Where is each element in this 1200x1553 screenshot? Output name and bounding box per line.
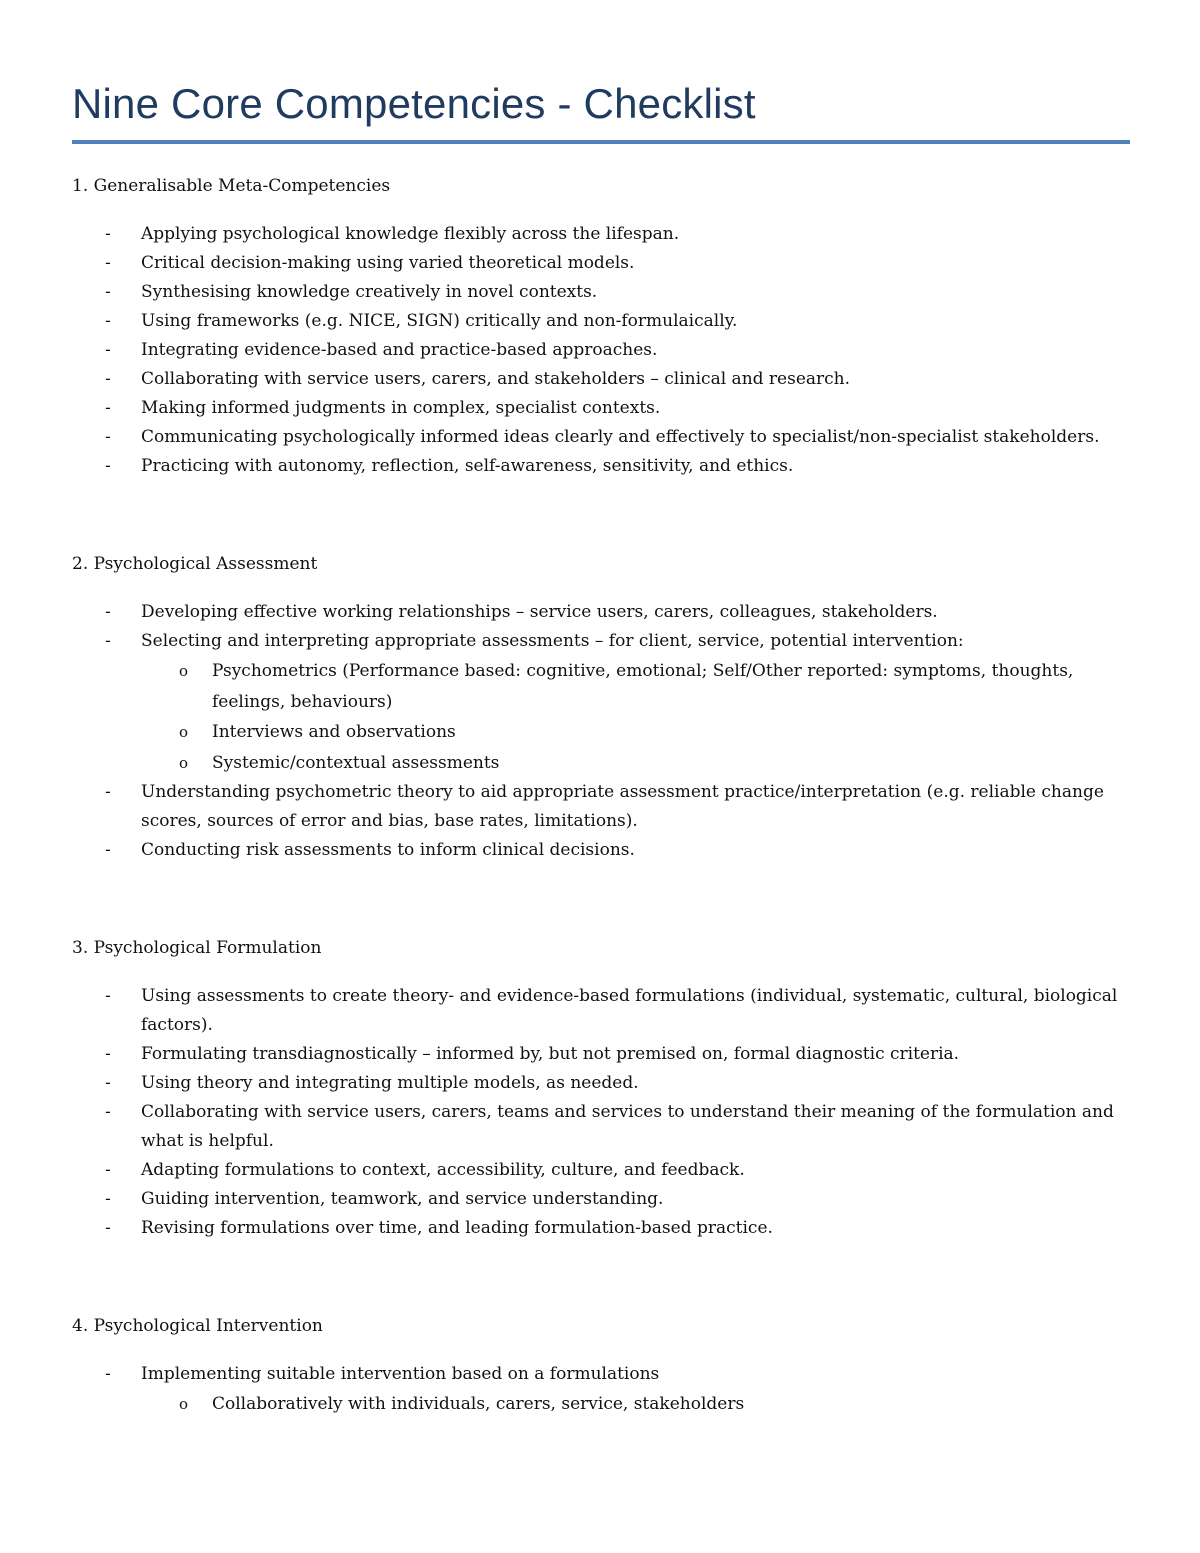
dash-bullet-icon: - [105, 456, 111, 476]
sub-list-item-text: Interviews and observations [212, 722, 456, 742]
bullet-list [72, 220, 1130, 481]
list-item [72, 423, 1130, 452]
list-item [72, 598, 1130, 627]
list-item-text: Guiding intervention, teamwork, and service understanding. [141, 1189, 664, 1209]
sub-list-item-text: Collaboratively with individuals, carers, service, stakeholders [212, 1394, 745, 1414]
list-item [72, 1069, 1130, 1098]
list-item [72, 778, 1130, 836]
list-item [72, 1360, 1130, 1420]
section-psychological-assessment [72, 550, 1130, 865]
sub-list-item [72, 656, 1130, 717]
list-item-text: Collaborating with service users, carers, and stakeholders – clinical and research. [141, 369, 851, 389]
list-item-text: Adapting formulations to context, accessibility, culture, and feedback. [141, 1160, 745, 1180]
list-item-text: Making informed judgments in complex, specialist contexts. [141, 398, 661, 418]
dash-bullet-icon: - [105, 224, 111, 244]
list-item-text: Revising formulations over time, and leading formulation-based practice. [141, 1218, 773, 1238]
dash-bullet-icon: - [105, 398, 111, 418]
dash-bullet-icon: - [105, 840, 111, 860]
dash-bullet-icon: - [105, 253, 111, 273]
dash-bullet-icon: - [105, 1160, 111, 1180]
sub-bullet-list [141, 1389, 1130, 1420]
list-item [72, 336, 1130, 365]
dash-bullet-icon: - [105, 602, 111, 622]
list-item-text: Synthesising knowledge creatively in novel contexts. [141, 282, 598, 302]
list-item [72, 1040, 1130, 1069]
list-item-text: Using frameworks (e.g. NICE, SIGN) critically and non-formulaically. [141, 311, 738, 331]
list-item-text: Formulating transdiagnostically – informed by, but not premised on, formal diagnostic criteria. [141, 1044, 960, 1064]
list-item [72, 1156, 1130, 1185]
list-item [72, 452, 1130, 481]
section-psychological-formulation [72, 934, 1130, 1243]
bullet-list [72, 982, 1130, 1243]
dash-bullet-icon: - [105, 311, 111, 331]
dash-bullet-icon: - [105, 1189, 111, 1209]
dash-bullet-icon: - [105, 1073, 111, 1093]
list-item [72, 1214, 1130, 1243]
list-item [72, 1185, 1130, 1214]
section-heading: 3. Psychological Formulation [72, 938, 322, 958]
list-item-text: Using assessments to create theory- and evidence-based formulations (individual, systematic, cultural, biological factors). [141, 986, 1118, 1035]
section-spacer [72, 865, 1130, 934]
dash-bullet-icon: - [105, 1102, 111, 1122]
section-heading: 2. Psychological Assessment [72, 554, 318, 574]
circle-bullet-icon: o [179, 662, 189, 680]
list-item-text: Integrating evidence-based and practice-based approaches. [141, 340, 658, 360]
document-body [72, 172, 1130, 1420]
list-item-text: Selecting and interpreting appropriate assessments – for client, service, potential intervention: [141, 631, 964, 651]
list-item-text: Conducting risk assessments to inform clinical decisions. [141, 840, 635, 860]
list-item-text: Using theory and integrating multiple models, as needed. [141, 1073, 639, 1093]
list-item-text: Communicating psychologically informed ideas clearly and effectively to specialist/non-specialist stakeholders. [141, 427, 1100, 447]
sub-bullet-list [141, 656, 1130, 778]
dash-bullet-icon: - [105, 631, 111, 651]
sub-list-item [72, 748, 1130, 779]
list-item-text: Understanding psychometric theory to aid appropriate assessment practice/interpretation (e.g. reliable change scores, sources of error and bias, base rates, limitations). [141, 782, 1104, 831]
list-item-text: Collaborating with service users, carers, teams and services to understand their meaning of the formulation and what is helpful. [141, 1102, 1114, 1151]
section-heading: 1. Generalisable Meta-Competencies [72, 176, 391, 196]
bullet-list [72, 598, 1130, 865]
list-item [72, 278, 1130, 307]
section-heading: 4. Psychological Intervention [72, 1316, 323, 1336]
dash-bullet-icon: - [105, 427, 111, 447]
section-spacer [72, 1243, 1130, 1312]
list-item [72, 982, 1130, 1040]
list-item [72, 627, 1130, 778]
sub-list-item [72, 1389, 1130, 1420]
page-title: Nine Core Competencies - Checklist [72, 80, 756, 127]
title-underline [72, 140, 1130, 144]
section-spacer [72, 481, 1130, 550]
list-item [72, 365, 1130, 394]
dash-bullet-icon: - [105, 1218, 111, 1238]
list-item-text: Practicing with autonomy, reflection, self-awareness, sensitivity, and ethics. [141, 456, 794, 476]
sub-list-item-text: Systemic/contextual assessments [212, 752, 500, 773]
dash-bullet-icon: - [105, 369, 111, 389]
sub-list-item [72, 717, 1130, 748]
list-item [72, 220, 1130, 249]
circle-bullet-icon: o [179, 1395, 189, 1413]
list-item [72, 249, 1130, 278]
list-item-text: Critical decision-making using varied theoretical models. [141, 253, 635, 273]
sub-list-item-text: Psychometrics (Performance based: cognitive, emotional; Self/Other reported: symptoms, thoughts, feelings, behaviours) [212, 661, 1074, 712]
bullet-list [72, 1360, 1130, 1420]
list-item-text: Applying psychological knowledge flexibly across the lifespan. [141, 224, 680, 244]
dash-bullet-icon: - [105, 340, 111, 360]
dash-bullet-icon: - [105, 1044, 111, 1064]
section-meta-competencies [72, 172, 1130, 481]
dash-bullet-icon: - [105, 782, 111, 802]
list-item-text: Developing effective working relationships – service users, carers, colleagues, stakeholders. [141, 602, 938, 622]
list-item-text: Implementing suitable intervention based on a formulations [141, 1364, 660, 1384]
list-item [72, 1098, 1130, 1156]
circle-bullet-icon: o [179, 723, 189, 741]
list-item [72, 394, 1130, 423]
dash-bullet-icon: - [105, 986, 111, 1006]
circle-bullet-icon: o [179, 753, 189, 772]
dash-bullet-icon: - [105, 1364, 111, 1384]
list-item [72, 836, 1130, 865]
dash-bullet-icon: - [105, 282, 111, 302]
section-psychological-intervention [72, 1312, 1130, 1420]
list-item [72, 307, 1130, 336]
